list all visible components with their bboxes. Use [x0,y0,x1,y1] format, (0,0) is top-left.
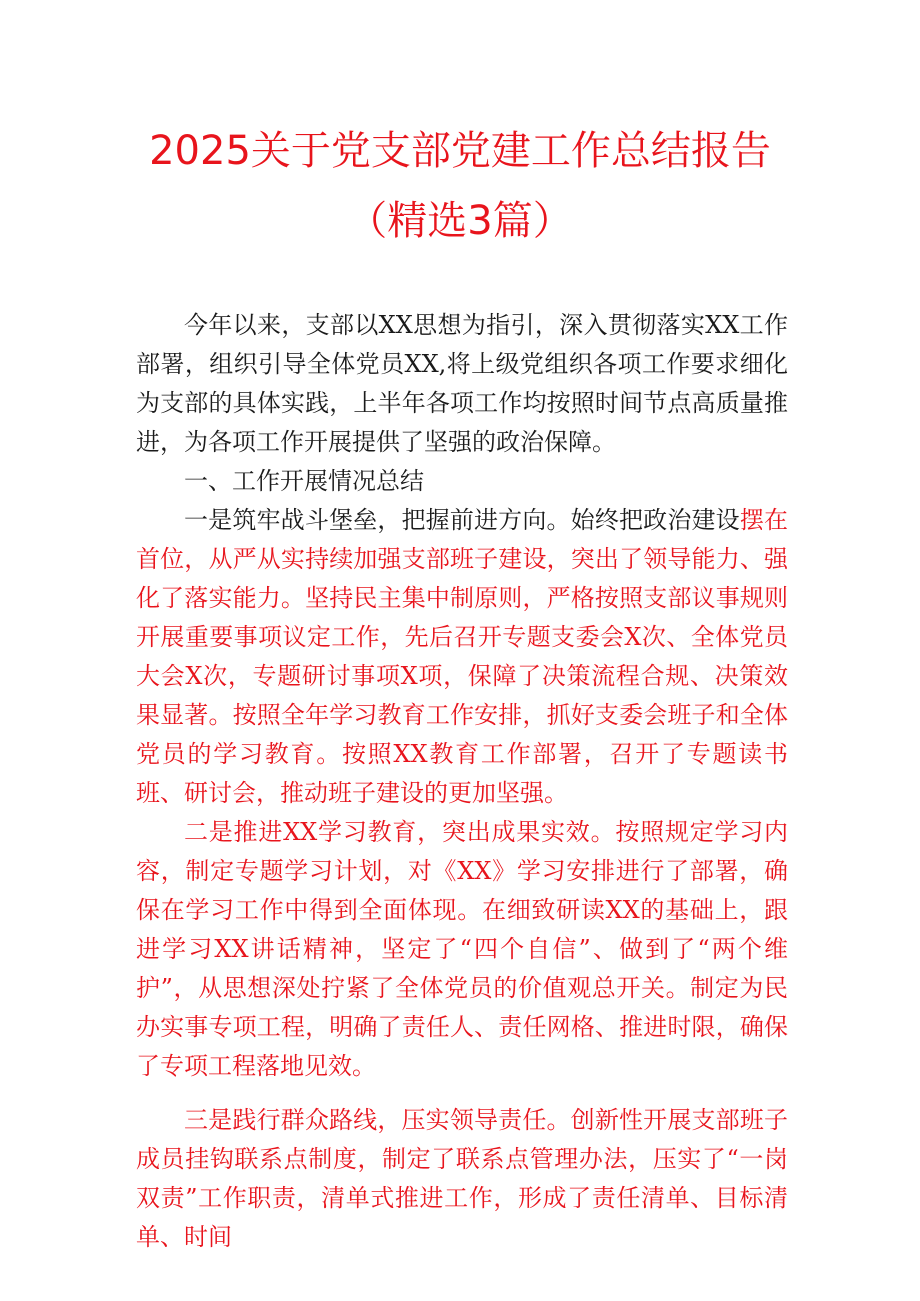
paragraph-1-body: 摆在首位，从严从实持续加强支部班子建设，突出了领导能力、强化了落实能力。坚持民主集中制原则，严格按照支部议事规则开展重要事项议定工作，先后召开专题支委会X次、全体党员大会X次，专题研讨事项X项，保障了决策流程合规、决策效果显著。按照全年学习教育工作安排，抓好支委会班子和全体党员的学习教育。按照XX教育工作部署，召开了专题读书班、研讨会，推动班子建设的更加坚强。 [136,506,789,807]
document-subtitle: （精选3篇） [347,198,573,244]
paragraph-1 [136,501,788,813]
section-heading: 一、工作开展情况总结 [184,467,424,495]
intro-paragraph: 今年以来，支部以XX思想为指引，深入贯彻落实XX工作部署，组织引导全体党员XX,将上级党组织各项工作要求细化为支部的具体实践，上半年各项工作均按照时间节点高质量推进，为各项工作开展提供了坚强的政治保障。 [136,311,788,456]
paragraph-spacer [136,1086,788,1101]
paragraph-2: 二是推进XX学习教育，突出成果实效。按照规定学习内容，制定专题学习计划，对《XX》学习安排进行了部署，确保在学习工作中得到全面体现。在细致研读XX的基础上，跟进学习XX讲话精神，坚定了“四个自信”、做到了“两个维护”，从思想深处拧紧了全体党员的价值观总开关。制定为民办实事专项工程，明确了责任人、责任网格、推进时限，确保了专项工程落地见效。 [136,818,788,1080]
paragraph-1-lead: 一是筑牢战斗堡垒，把握前进方向。始终把政治建设 [184,506,740,534]
document-body [136,306,788,1257]
document-title: 2025关于党支部党建工作总结报告 [149,128,771,174]
paragraph-3: 三是践行群众路线，压实领导责任。创新性开展支部班子成员挂钩联系点制度，制定了联系点管理办法，压实了“一岗双责”工作职责，清单式推进工作，形成了责任清单、目标清单、时间 [136,1106,788,1251]
